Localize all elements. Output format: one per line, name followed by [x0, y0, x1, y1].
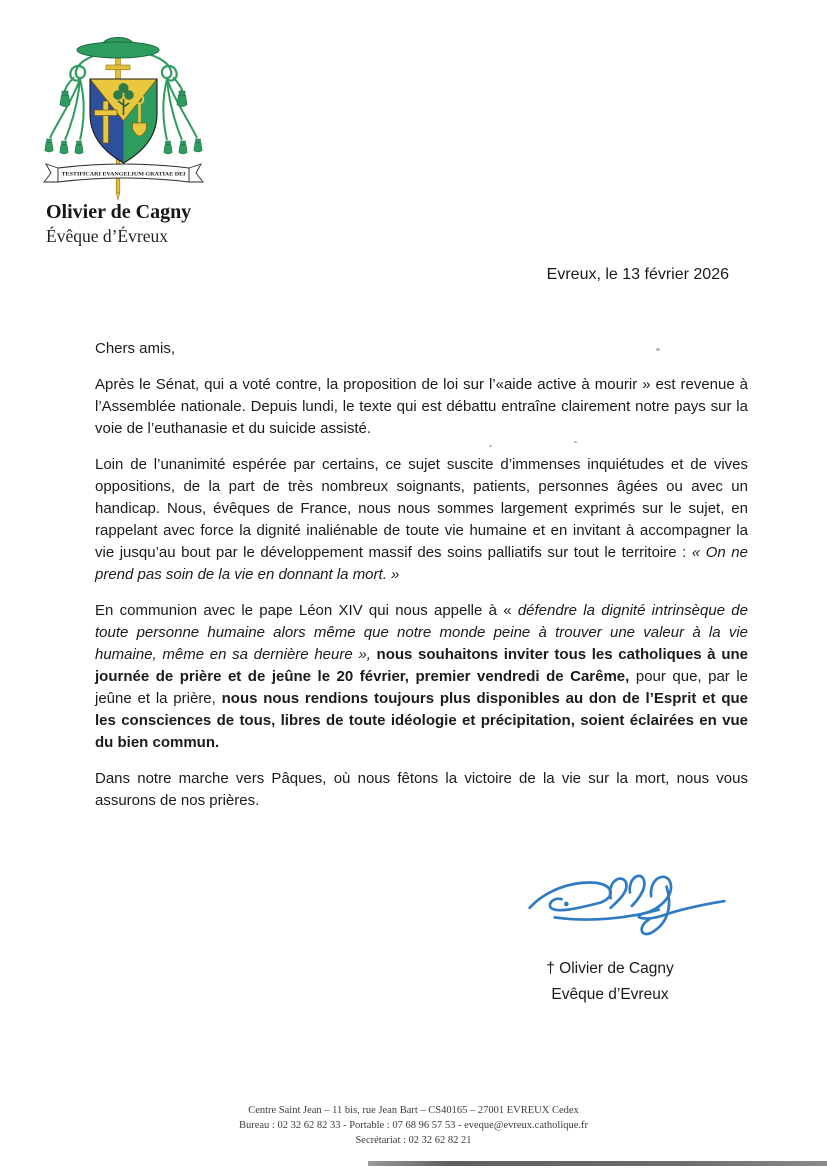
scan-speck: [656, 348, 660, 351]
date-line: Evreux, le 13 février 2026: [546, 266, 729, 283]
text-run: défendre la dignité intrinsèque de toute personne humaine alors même que notre monde peine à trouver une valeur à la vie humaine, même en sa dernière heure »,: [95, 602, 748, 663]
text-run: nous souhaitons inviter tous les catholiques à une journée de prière et de jeûne le 20 février, premier vendredi de Carême,: [95, 646, 748, 685]
paragraph-4: [95, 768, 748, 812]
coat-of-arms: [38, 10, 208, 202]
text-run: En communion avec le pape Léon XIV qui nous appelle à «: [95, 602, 518, 619]
galero-hat: [77, 38, 159, 59]
motto-banner: [44, 164, 203, 182]
sender-block: [46, 200, 266, 247]
footer: [0, 1103, 827, 1148]
text-run: Après le Sénat, qui a voté contre, la proposition de loi sur l’«aide active à mourir » est revenue à l’Assemblée nationale. Depuis lundi, le texte qui est débattu entraîne clairement notre pays sur la voie de l’euthanasie et du suicide assisté.: [95, 376, 748, 437]
text-run: nous nous rendions toujours plus disponibles au don de l’Esprit et que les consciences de tous, libres de toute idéologie et précipitation, soient éclairées en vue du bien commun.: [95, 690, 748, 751]
letter-body: [95, 338, 748, 826]
scan-artifact-bar: [368, 1161, 827, 1166]
scan-speck: [489, 445, 492, 447]
text-run: « On ne prend pas soin de la vie en donnant la mort. »: [95, 544, 748, 583]
text-run: Dans notre marche vers Pâques, où nous fêtons la victoire de la vie sur la mort, nous vous assurons de nos prières.: [95, 770, 748, 809]
footer-address: Centre Saint Jean – 11 bis, rue Jean Bart – CS40165 – 27001 EVREUX Cedex: [248, 1105, 579, 1116]
signature-image: [522, 862, 734, 944]
scan-speck: [574, 441, 577, 443]
text-run: Loin de l’unanimité espérée par certains, ce sujet suscite d’immenses inquiétudes et de vives oppositions, de la part de très nombreux soignants, patients, personnes âgées ou avec un handicap. Nous, évêques de France, nous nous sommes largement exprimés sur le sujet, en rappelant avec force la dignité inaliénable de toute vie humaine et en invitant à accompagner la vie jusqu’au bout par le développement massif des soins palliatifs sur tout le territoire :: [95, 456, 748, 561]
paragraph-3: [95, 600, 748, 754]
shield: [90, 79, 157, 163]
sender-title: Évêque d’Évreux: [46, 226, 168, 246]
footer-contacts: Bureau : 02 32 62 82 33 - Portable : 07 68 96 57 53 - eveque@evreux.catholique.fr: [238, 1120, 589, 1131]
signature-title: Evêque d’Evreux: [551, 986, 669, 1003]
salutation: Chers amis,: [95, 340, 176, 357]
paragraph-1: [95, 374, 748, 440]
signature-name: † Olivier de Cagny: [546, 960, 674, 977]
footer-secretariat: Secrétariat : 02 32 62 82 21: [355, 1135, 472, 1146]
sender-name: Olivier de Cagny: [46, 201, 192, 223]
text-run: pour que, par le jeûne et la prière,: [95, 668, 748, 707]
signature-block: [475, 956, 745, 1008]
paragraph-2: [95, 454, 748, 586]
motto-text: TESTIFICARI EVANGELIUM GRATIAE DEI: [61, 171, 186, 178]
